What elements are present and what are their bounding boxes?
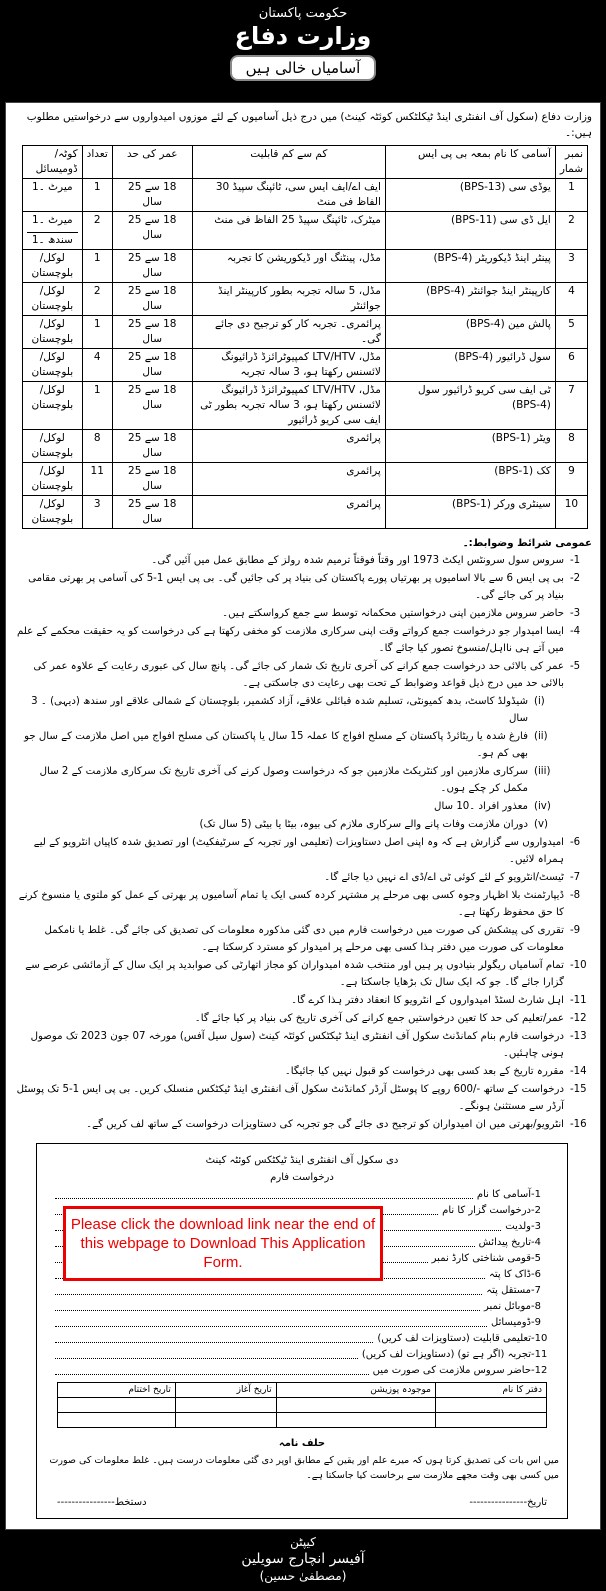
condition-text: امیدواروں سے گزارش ہے کہ وہ اپنی اصل دستاویزات (تعلیمی اور تجربہ کے سرٹیفکیٹ) اور تصدیق شدہ کاپیاں انٹرویو کے لیے ہمراہ لائیں۔ <box>33 837 564 865</box>
condition-item <box>12 623 592 657</box>
row-post: پالش مین (BPS-4) <box>385 316 555 349</box>
field-label: ڈاک کا پتہ <box>488 1269 531 1280</box>
row-num: 10 <box>555 496 587 529</box>
condition-item <box>12 570 592 604</box>
row-post: یوڈی سی (BPS-13) <box>385 179 555 212</box>
row-post: ایل ڈی سی (BPS-11) <box>385 212 555 250</box>
condition-item <box>12 869 592 886</box>
table-row <box>23 430 588 463</box>
row-age: 18 سے 25 سال <box>112 283 192 316</box>
field-label: تاریخ پیدائش <box>478 1237 531 1248</box>
row-age: 18 سے 25 سال <box>112 212 192 250</box>
condition-number: -5 <box>570 661 581 672</box>
condition-item <box>12 605 592 622</box>
field-dotted-line <box>55 1374 369 1375</box>
condition-number: -14 <box>570 1066 587 1077</box>
field-number: -11 <box>531 1349 548 1360</box>
field-number: -4 <box>531 1237 541 1248</box>
row-qualification: مڈل، پینٹنگ اور ڈیکوریشن کا تجربہ <box>192 250 385 283</box>
service-header: دفتر کا نام <box>436 1383 547 1398</box>
row-quota <box>23 212 83 250</box>
row-post: کک (BPS-1) <box>385 463 555 496</box>
quota-value: لوکل/بلوچستان <box>31 285 74 312</box>
table-row <box>23 212 588 250</box>
condition-item <box>12 992 592 1009</box>
form-field[interactable] <box>55 1298 555 1314</box>
affidavit-text: میں اس بات کی تصدیق کرتا ہوں کہ میرے علم اور یقین کے مطابق اوپر دی گئی معلومات درست ہیں۔ غلط معلومات کی صورت میں کسی بھی وقت مجھے ملازمت سے برخاست کیا جاسکتا ہے۔ <box>49 1455 559 1481</box>
quota-value: لوکل/بلوچستان <box>31 351 74 378</box>
signatory <box>0 1530 606 1591</box>
conditions-title: عمومی شرائط وضوابط:۔ <box>462 538 592 549</box>
row-qualification: ایف اے/ایف ایس سی، ٹائپنگ سپیڈ 30 الفاظ فی منٹ <box>192 179 385 212</box>
row-post: ویٹر (BPS-1) <box>385 430 555 463</box>
row-num: 9 <box>555 463 587 496</box>
field-number: -1 <box>531 1189 541 1200</box>
signatory-rank: کیپٹن <box>290 1535 316 1549</box>
row-qualification: میٹرک، ٹائپنگ سپیڈ 25 الفاظ فی منٹ <box>192 212 385 250</box>
field-dotted-line <box>55 1358 358 1359</box>
row-count: 1 <box>82 179 112 212</box>
condition-number: -8 <box>570 890 581 901</box>
condition-text: سروس سول سرونٹس ایکٹ 1973 اور وقتاً فوقتاً ترمیم شدہ رولز کے مطابق عمل میں آئیں گی۔ <box>151 555 564 566</box>
signatory-designation: آفیسر انچارج سویلین <box>241 1551 365 1567</box>
row-quota <box>23 316 83 349</box>
condition-number: (iv) <box>534 801 551 812</box>
field-label: مستقل پتہ <box>486 1285 531 1296</box>
condition-item <box>12 816 592 833</box>
row-post: ٹی ایف سی کریو ڈرائیور سول (BPS-4) <box>385 382 555 430</box>
condition-text: عمر کی بالائی حد درخواست جمع کرانے کی آخری تاریخ تک شمار کی جائے گی۔ پانچ سال کی عبوری رعایت کے علاوہ عمر کی بالائی حد میں درج ذیل قواعد وضوابط کے تحت بھی رعایت دی جاسکتی ہے۔ <box>33 661 564 689</box>
condition-text: حاضر سروس ملازمین اپنی درخواستیں محکمانہ توسط سے جمع کرواسکتے ہیں۔ <box>222 608 564 619</box>
condition-number: -7 <box>570 872 581 883</box>
row-qualification: پرائمری <box>192 496 385 529</box>
row-quota <box>23 349 83 382</box>
vacancies-badge: آسامیاں خالی ہیں <box>230 55 377 81</box>
condition-item <box>12 693 592 727</box>
condition-text: ایسا امیدوار جو درخواست جمع کرواتے وقت اپنی سرکاری ملازمت کو مخفی رکھتا ہے کی درخواست کو یہ حقیقت محکمے کے علم میں آتے ہی نااہل/منسوخ تصور کیا جائے گا۔ <box>16 626 564 654</box>
form-school: دی سکول آف انفنٹری اینڈ ٹیکٹکس کوئٹہ کینٹ <box>205 1155 399 1166</box>
table-row <box>23 349 588 382</box>
date-label: تاریخ <box>527 1497 547 1508</box>
quota-value: میرٹ ۔1 <box>32 214 73 226</box>
row-count: 1 <box>82 316 112 349</box>
notice-line-2: this webpage to Download This Application Form. <box>80 1235 366 1271</box>
row-count: 11 <box>82 463 112 496</box>
service-header: تاریخ آغاز <box>175 1383 276 1398</box>
condition-item <box>12 1116 592 1133</box>
row-quota <box>23 463 83 496</box>
field-number: -10 <box>531 1333 548 1344</box>
condition-number: -12 <box>570 1013 587 1024</box>
condition-text: فارغ شدہ یا ریٹائرڈ پاکستان کے مسلح افواج کا عملہ 15 سال یا پاکستان کی مسلح افواج میں اصل ملازمت کے سال جو بھی کم ہو۔ <box>24 731 528 759</box>
general-conditions <box>6 529 600 1133</box>
field-number: -3 <box>531 1221 541 1232</box>
row-num: 5 <box>555 316 587 349</box>
condition-item <box>12 763 592 797</box>
quota-value: لوکل/بلوچستان <box>31 432 74 459</box>
condition-text: مقررہ تاریخ کے بعد کسی بھی درخواست کو قبول نہیں کیا جائیگا۔ <box>284 1066 564 1077</box>
ad-header <box>0 0 606 102</box>
row-num: 1 <box>555 179 587 212</box>
field-number: -9 <box>531 1317 541 1328</box>
service-row <box>58 1398 547 1413</box>
row-num: 4 <box>555 283 587 316</box>
field-dotted-line <box>55 1310 480 1311</box>
row-quota <box>23 283 83 316</box>
condition-text: تقرری کی پیشکش کی صورت میں درخواست فارم میں دی گئی مذکورہ معلومات کی تصدیق کی جائے گی۔ غلط یا نامکمل معلومات کی صورت میں دفتر ہذا کسی بھی مرحلے پر امیدوار کو مسترد کرسکتا ہے۔ <box>44 925 564 953</box>
row-qualification: مڈل، LTV/HTV کمپیوٹرائزڈ ڈرائیونگ لائسنس رکھتا ہو، 3 سالہ تجربہ بطور ٹی ایف سی کریو ڈرائیور <box>192 382 385 430</box>
table-row <box>23 316 588 349</box>
row-age: 18 سے 25 سال <box>112 179 192 212</box>
row-post: کارپینٹر اینڈ جوائنٹر (BPS-4) <box>385 283 555 316</box>
field-label: قومی شناختی کارڈ نمبر <box>431 1253 531 1264</box>
condition-item <box>12 1028 592 1062</box>
field-label: تجربہ (اگر ہے تو) (دستاویزات لف کریں) <box>361 1349 531 1360</box>
application-form <box>36 1143 568 1519</box>
quota-value: سندھ ۔1 <box>27 232 78 248</box>
condition-number: -11 <box>570 995 587 1006</box>
field-label: ولدیت <box>505 1221 531 1232</box>
quota-value: لوکل/بلوچستان <box>31 252 74 279</box>
col-qualification: کم سے کم قابلیت <box>192 146 385 179</box>
table-row <box>23 250 588 283</box>
condition-item <box>12 552 592 569</box>
ministry-title: وزارت دفاع <box>234 22 372 50</box>
notice-line-1: Please click the download link near the end of <box>70 1216 376 1233</box>
col-age: عمر کی حد <box>112 146 192 179</box>
row-post: پینٹر اینڈ ڈیکوریٹر (BPS-4) <box>385 250 555 283</box>
row-count: 1 <box>82 382 112 430</box>
intro-text: وزارت دفاع (سکول آف انفنٹری اینڈ ٹیکلٹکس کوئٹہ کینٹ) میں درج ذیل آسامیوں کے لئے موزوں امیدواروں سے درخواستیں مطلوب ہیں:۔ <box>26 111 592 139</box>
table-row <box>23 496 588 529</box>
condition-text: ڈیپارٹمنٹ بلا اظہار وجوہ کسی بھی مرحلے پر مشتہر کردہ کسی ایک یا تمام آسامیوں پر بھرتی کے عمل کو ملتوی یا منسوخ کرنے کا حق محفوظ رکھتا ہے۔ <box>18 890 564 918</box>
quota-value: لوکل/بلوچستان <box>31 498 74 525</box>
download-notice <box>63 1206 383 1281</box>
condition-item <box>12 728 592 762</box>
table-header-row <box>23 146 588 179</box>
field-number: -12 <box>531 1365 548 1376</box>
condition-text: شیڈولڈ کاسٹ، بدھ کمیونٹی، تسلیم شدہ قبائلی علاقے، آزاد کشمیر، بلوچستان کے شمالی علاقے اور سندھ (دیہی) ۔ 3 سال <box>31 696 528 724</box>
row-quota <box>23 430 83 463</box>
quota-value: لوکل/بلوچستان <box>31 384 74 411</box>
quota-value: لوکل/بلوچستان <box>31 465 74 492</box>
condition-item <box>12 1081 592 1115</box>
condition-text: اہل شارٹ لسٹڈ امیدواروں کے انٹرویو کا انعقاد دفتر ہذا کرے گا۔ <box>291 995 564 1006</box>
row-qualification: پرائمری <box>192 430 385 463</box>
row-age: 18 سے 25 سال <box>112 496 192 529</box>
row-quota <box>23 496 83 529</box>
col-count: تعداد <box>82 146 112 179</box>
row-count: 1 <box>82 250 112 283</box>
field-label: ڈومیسائل <box>491 1317 531 1328</box>
signature-field <box>57 1497 147 1508</box>
field-label: تعلیمی قابلیت (دستاویزات لف کریں) <box>377 1333 531 1344</box>
condition-text: تمام آسامیاں ریگولر بنیادوں پر ہیں اور منتخب شدہ امیدواران کو مجاز اتھارٹی کی صوابدید پر ایک سال کے آزمائشی عرصے سے گزارا جائے گا۔ جو کہ ایک سال تک بڑھایا جاسکتا ہے۔ <box>25 960 564 988</box>
condition-number: (ii) <box>534 731 548 742</box>
condition-text: معذور افراد ۔10 سال <box>434 801 528 812</box>
condition-number: -6 <box>570 837 581 848</box>
signature-line: ---------------- <box>57 1497 115 1508</box>
field-number: -2 <box>531 1205 541 1216</box>
condition-item <box>12 1063 592 1080</box>
row-num: 6 <box>555 349 587 382</box>
condition-text: درخواست فارم بنام کمانڈنٹ سکول آف انفنٹری اینڈ ٹیکٹکس کوئٹہ کینٹ (سول سیل آفس) مورخہ 07 جون 2023 تک موصول ہونی چاہئیں۔ <box>30 1031 564 1059</box>
condition-text: سرکاری ملازمین اور کنٹریکٹ ملازمین جو کہ درخواست وصول کرنے کی آخری تاریخ تک سرکاری ملازمت کے 2 سال مکمل کر چکے ہوں۔ <box>39 766 528 794</box>
field-dotted-line <box>55 1198 473 1199</box>
field-label: آسامی کا نام <box>476 1189 531 1200</box>
signatory-name: (مصطفیٰ حسین) <box>259 1569 347 1583</box>
row-age: 18 سے 25 سال <box>112 250 192 283</box>
condition-number: -9 <box>570 925 581 936</box>
condition-item <box>12 957 592 991</box>
condition-number: -15 <box>570 1084 587 1095</box>
condition-text: درخواست کے ساتھ -/600 روپے کا پوسٹل آرڈر کمانڈنٹ سکول آف انفنٹری اینڈ ٹیکٹکس منسلک کریں۔ بی پی ایس 1-5 تک پوسٹل آرڈر سے مستثنیٰ ہونگے۔ <box>16 1084 564 1112</box>
quota-value: لوکل/بلوچستان <box>31 318 74 345</box>
field-number: -6 <box>531 1269 541 1280</box>
row-age: 18 سے 25 سال <box>112 463 192 496</box>
condition-item <box>12 834 592 868</box>
condition-number: (iii) <box>534 766 551 777</box>
date-field <box>469 1497 547 1508</box>
row-qualification: مڈل، 5 سالہ تجربہ بطور کارپینٹر اینڈ جوائنٹر <box>192 283 385 316</box>
field-number: -5 <box>531 1253 541 1264</box>
row-qualification: مڈل، LTV/HTV کمپیوٹرائزڈ ڈرائیونگ لائسنس رکھتا ہو، 3 سالہ تجربہ <box>192 349 385 382</box>
condition-number: -16 <box>570 1119 587 1130</box>
condition-text: بی پی ایس 6 سے بالا اسامیوں پر بھرتیاں پورے پاکستان کی بنیاد پر کی جائیں گی۔ بی پی ایس 1-5 کی آسامی پر بھرتی مقامی بنیاد پر کی جائے گی۔ <box>28 573 564 601</box>
field-number: -8 <box>531 1301 541 1312</box>
field-number: -7 <box>531 1285 541 1296</box>
row-num: 7 <box>555 382 587 430</box>
row-quota <box>23 250 83 283</box>
row-quota <box>23 179 83 212</box>
condition-number: -3 <box>570 608 581 619</box>
condition-number: -10 <box>570 960 587 971</box>
row-count: 4 <box>82 349 112 382</box>
field-dotted-line <box>55 1342 373 1343</box>
condition-item <box>12 798 592 815</box>
form-title: درخواست فارم <box>270 1172 334 1183</box>
condition-text: ٹیسٹ/انٹرویو کے لئے کوئی ٹی اے/ڈی اے نہیں دیا جائے گا۔ <box>324 872 564 883</box>
row-num: 3 <box>555 250 587 283</box>
form-field[interactable] <box>55 1186 555 1202</box>
form-field[interactable] <box>55 1282 555 1298</box>
service-table <box>57 1382 547 1428</box>
condition-number: (i) <box>534 696 545 707</box>
field-label: حاضر سروس ملازمت کی صورت میں <box>372 1365 531 1376</box>
quota-value: میرٹ ۔1 <box>32 181 73 193</box>
row-age: 18 سے 25 سال <box>112 382 192 430</box>
form-field[interactable] <box>55 1362 555 1378</box>
row-count: 2 <box>82 283 112 316</box>
condition-text: عمر/تعلیم کی حد کا تعین درخواستیں جمع کرانے کی آخری تاریخ کی بنیاد پر کیا جائے گا۔ <box>194 1013 564 1024</box>
row-qualification: پرائمری <box>192 463 385 496</box>
form-field[interactable] <box>55 1330 555 1346</box>
row-post: سینٹری ورکر (BPS-1) <box>385 496 555 529</box>
condition-number: (v) <box>534 819 548 830</box>
row-count: 8 <box>82 430 112 463</box>
condition-text: انٹرویو/بھرتی میں ان امیدواران کو ترجیح دی جائے گی جو تجربہ کی دستاویزات درخواست کے ساتھ لف کریں گے۔ <box>86 1119 564 1130</box>
date-line: ---------------- <box>469 1497 528 1508</box>
col-post: آسامی کا نام بمعہ بی پی ایس <box>385 146 555 179</box>
row-age: 18 سے 25 سال <box>112 430 192 463</box>
table-row <box>23 179 588 212</box>
condition-number: -2 <box>570 573 581 584</box>
condition-item <box>12 887 592 921</box>
service-header: موجودہ پوزیشن <box>276 1383 435 1398</box>
col-num: نمبر شمار <box>555 146 587 179</box>
signature-label: دستخط <box>114 1497 147 1508</box>
col-quota: کوٹہ/ڈومیسائل <box>23 146 83 179</box>
field-dotted-line <box>55 1294 482 1295</box>
ad-body <box>5 102 601 1530</box>
row-qualification: پرائمری۔ تجربہ کار کو ترجیح دی جائے گی۔ <box>192 316 385 349</box>
condition-number: -13 <box>570 1031 587 1042</box>
table-row <box>23 463 588 496</box>
form-field[interactable] <box>55 1346 555 1362</box>
field-dotted-line <box>55 1326 487 1327</box>
condition-item <box>12 658 592 692</box>
row-count: 2 <box>82 212 112 250</box>
condition-item <box>12 922 592 956</box>
field-label: درخواست گزار کا نام <box>442 1205 531 1216</box>
service-header: تاریخ اختتام <box>58 1383 176 1398</box>
row-num: 2 <box>555 212 587 250</box>
row-count: 3 <box>82 496 112 529</box>
row-num: 8 <box>555 430 587 463</box>
table-row <box>23 382 588 430</box>
affidavit-title: حلف نامہ <box>278 1438 326 1449</box>
government-label: حکومت پاکستان <box>258 6 348 21</box>
row-age: 18 سے 25 سال <box>112 316 192 349</box>
condition-number: -1 <box>570 555 581 566</box>
condition-number: -4 <box>570 626 581 637</box>
service-row <box>58 1413 547 1428</box>
table-row <box>23 283 588 316</box>
condition-item <box>12 1010 592 1027</box>
row-age: 18 سے 25 سال <box>112 349 192 382</box>
row-post: سول ڈرائیور (BPS-4) <box>385 349 555 382</box>
field-label: موبائل نمبر <box>484 1301 531 1312</box>
row-quota <box>23 382 83 430</box>
form-field[interactable] <box>55 1314 555 1330</box>
vacancies-table <box>22 145 588 529</box>
condition-text: دوران ملازمت وفات پانے والے سرکاری ملازم کی بیوہ، بیٹا یا بیٹی (5 سال تک) <box>199 819 528 830</box>
